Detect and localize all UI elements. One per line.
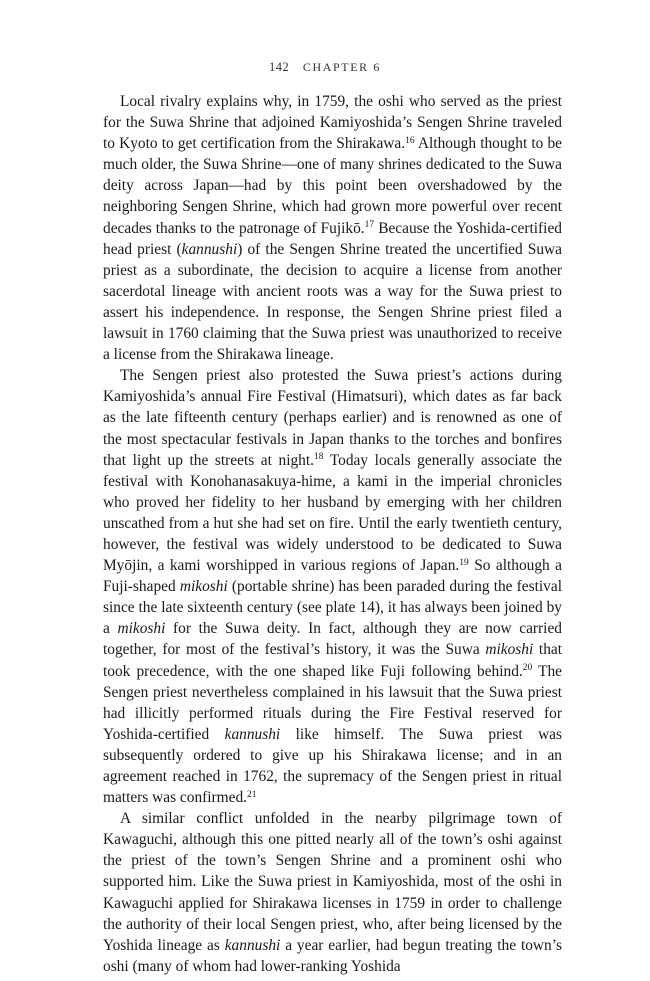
body-text xyxy=(103,91,562,977)
italic-term: mikoshi xyxy=(117,620,166,638)
italic-term: kannushi xyxy=(181,240,238,258)
text-run: like himself. The Suwa priest was subsequently ordered to give up his Shirakawa license; and in an agreement reached in 1762, the supremacy of the Sengen priest in ritual matters was confirmed. xyxy=(103,725,562,807)
running-head xyxy=(0,60,650,75)
paragraph xyxy=(103,365,562,808)
chapter-label: CHAPTER 6 xyxy=(302,60,381,74)
text-run: The Sengen priest also protested the Suwa priest’s actions during Kamiyoshida’s annual Fire Festival (Himatsuri), which dates as far back as the late fifteenth century (perhaps earlier) and is renowned as one of the most spectacular festivals in Japan thanks to the torches and bonfires that light up the streets at night. xyxy=(103,367,562,469)
footnote-ref: 17 xyxy=(364,220,375,231)
text-run: for the Suwa deity. In fact, although they are now carried together, for most of the festival’s history, it was the Suwa xyxy=(103,620,562,659)
paragraph xyxy=(103,808,562,977)
italic-term: mikoshi xyxy=(179,578,228,596)
footnote-ref: 21 xyxy=(247,789,257,800)
text-run: that took precedence, with the one shaped like Fuji following behind. xyxy=(103,641,562,680)
text-run: A similar conflict unfolded in the nearby pilgrimage town of Kawaguchi, although this one pitted nearly all of the town’s oshi against the priest of the town’s Sengen Shrine and a prominent oshi who supported him. Like the Suwa priest in Kamiyoshida, most of the oshi in Kawaguchi applied for Shirakawa licenses in 1759 in order to challenge the authority of their local Sengen priest, who, after being licensed by the Yoshida lineage as xyxy=(103,810,562,954)
text-run: ) of the Sengen Shrine treated the uncertified Suwa priest as a subordinate, the decision to acquire a license from another sacerdotal lineage with ancient roots was a way for the Suwa priest to assert his independence. In response, the Sengen Shrine priest filed a lawsuit in 1760 claiming that the Suwa priest was unauthorized to receive a license from the Shirakawa lineage. xyxy=(103,240,563,364)
footnote-ref: 19 xyxy=(459,557,469,568)
text-run: Local rivalry explains why, in 1759, the oshi who served as the priest for the Suwa Shrine that adjoined Kamiyoshida’s Sengen Shrine traveled to Kyoto to get certification from the Shirakawa. xyxy=(103,93,562,153)
text-run: So although a Fuji-shaped xyxy=(103,557,562,596)
text-run: Because the Yoshida-certified head priest ( xyxy=(103,219,562,258)
footnote-ref: 20 xyxy=(522,663,533,674)
text-run: Although thought to be much older, the Suwa Shrine—one of many shrines dedicated to the Suwa deity across Japan—had by this point been overshadowed by the neighboring Sengen Shrine, which had grown more powerful over recent decades thanks to the patronage of Fujikō. xyxy=(103,135,563,237)
footnote-ref: 18 xyxy=(314,452,324,463)
italic-term: kannushi xyxy=(224,725,281,743)
text-run: a year earlier, had begun treating the town’s oshi (many of whom had lower-ranking Yoshida xyxy=(103,936,563,975)
text-run: (portable shrine) has been paraded during the festival since the late sixteenth century (see plate 14), it has always been joined by a xyxy=(103,578,562,638)
text-run: The Sengen priest nevertheless complained in his lawsuit that the Suwa priest had illicitly performed rituals during the Fire Festival reserved for Yoshida-certified xyxy=(103,662,562,743)
text-run: Today locals generally associate the festival with Konohanasakuya-hime, a kami in the imperial chronicles who proved her fidelity to her husband by emerging with her children unscathed from a hut she had set on fire. Until the early twentieth century, however, the festival was widely understood to be dedicated to Suwa Myōjin, a kami worshipped in various regions of Japan. xyxy=(103,451,562,575)
italic-term: kannushi xyxy=(224,936,281,954)
footnote-ref: 16 xyxy=(405,136,415,147)
italic-term: mikoshi xyxy=(485,641,534,659)
paragraph xyxy=(103,91,562,365)
page-number: 142 xyxy=(269,60,290,74)
